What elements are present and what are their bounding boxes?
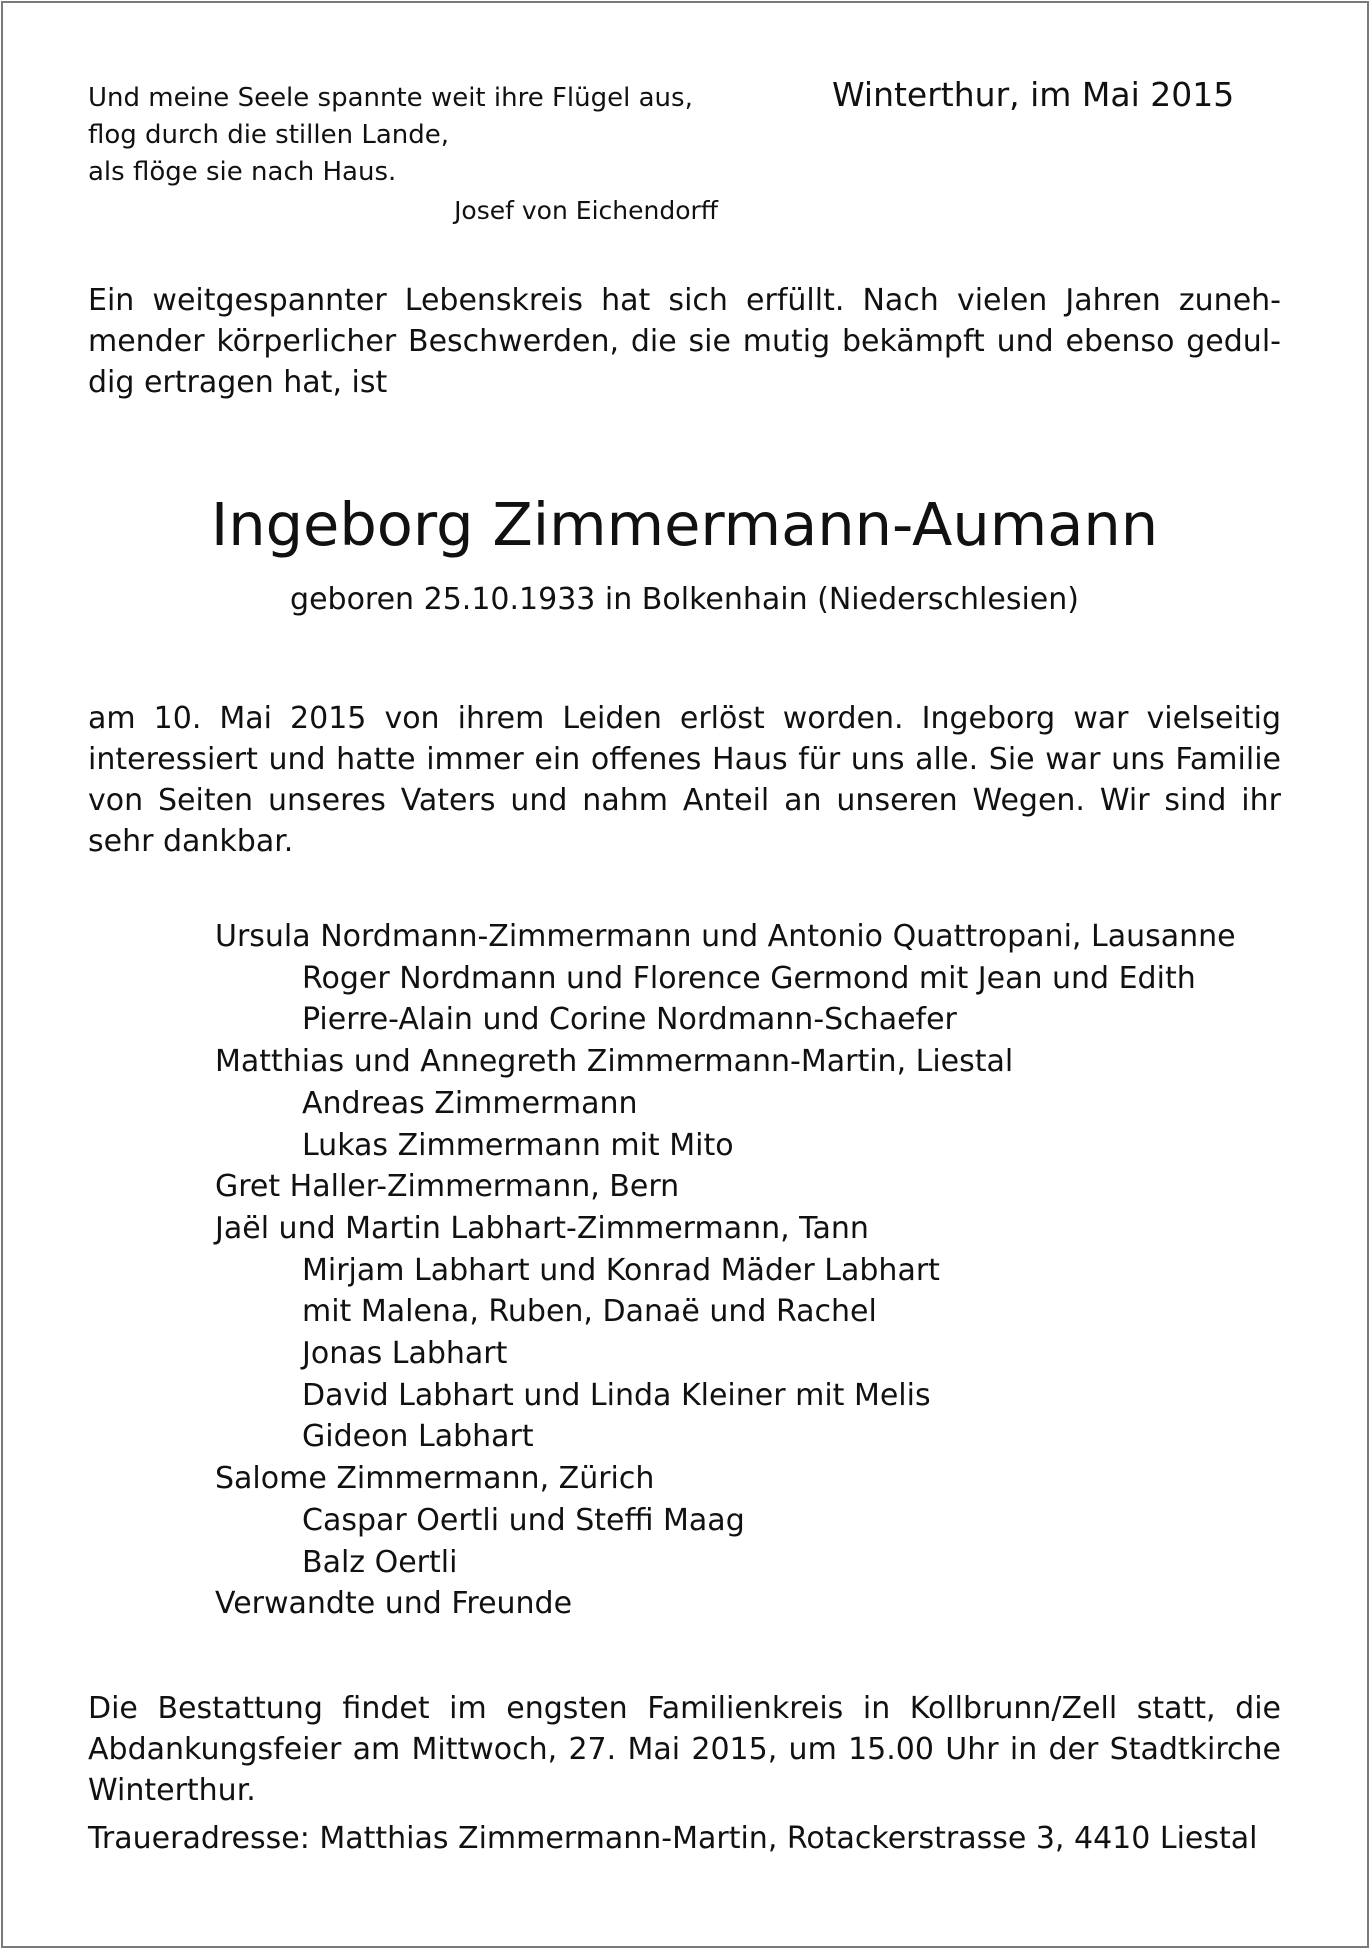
mourner-entry: Balz Oertli	[302, 1544, 458, 1580]
mourner-entry: Caspar Oertli und Steffi Maag	[302, 1502, 745, 1538]
mourner-entry: Salome Zimmermann, Zürich	[215, 1461, 655, 1497]
mourner-entry: Verwandte und Freunde	[215, 1586, 573, 1622]
poem-author: Josef von Eichendorff	[454, 196, 718, 225]
mourner-entry: Matthias und Annegreth Zimmermann-Martin, Liestal	[215, 1044, 1014, 1080]
mourner-entry: Mirjam Labhart und Konrad Mäder Labhart	[302, 1252, 940, 1288]
mourner-entry: Jonas Labhart	[302, 1336, 508, 1372]
mourning-address: Traueradresse: Matthias Zimmermann-Martin, Rotackerstrasse 3, 4410 Liestal	[88, 1821, 1258, 1856]
poem-line: flog durch die stillen Lande,	[88, 120, 449, 150]
poem-line: Und meine Seele spannte weit ihre Flügel aus,	[88, 83, 693, 113]
deceased-name: Ingeborg Zimmermann-Aumann	[210, 490, 1159, 559]
place-date: Winterthur, im Mai 2015	[832, 75, 1235, 114]
mourner-entry: David Labhart und Linda Kleiner mit Melis	[302, 1377, 931, 1413]
mourner-entry: Ursula Nordmann-Zimmermann und Antonio Quattropani, Lausanne	[215, 919, 1236, 954]
notice-paragraph: am 10. Mai 2015 von ihrem Leiden erlöst worden. Ingeborg war vielseitig interessiert und hatte immer ein offenes Haus für uns alle. Sie war uns Familie von Seiten unseres Vaters und nahm Anteil an unseren Wegen. Wir sind ihr sehr dankbar.	[88, 701, 1281, 859]
birth-info: geboren 25.10.1933 in Bolkenhain (Niederschlesien)	[290, 582, 1079, 617]
poem-line: als flöge sie nach Haus.	[88, 157, 397, 187]
mourner-entry: mit Malena, Ruben, Danaë und Rachel	[302, 1294, 877, 1330]
mourner-entry: Gret Haller-Zimmermann, Bern	[215, 1169, 680, 1205]
funeral-paragraph: Die Bestattung findet im engsten Familienkreis in Kollbrunn/Zell statt, die Abdankungsfeier am Mittwoch, 27. Mai 2015, um 15.00 Uhr in der Stadtkirche Winterthur.	[88, 1691, 1281, 1808]
mourner-entry: Pierre-Alain und Corine Nordmann-Schaefer	[302, 1002, 957, 1038]
mourner-entry: Lukas Zimmermann mit Mito	[302, 1127, 734, 1163]
mourners-list	[215, 916, 1290, 1625]
mourner-entry: Roger Nordmann und Florence Germond mit Jean und Edith	[302, 960, 1196, 996]
intro-paragraph: Ein weitgespannter Lebenskreis hat sich erfüllt. Nach vielen Jahren zunehmender körperlicher Beschwerden, die sie mutig bekämpft und ebenso geduldig ertragen hat, ist	[88, 283, 1281, 400]
mourner-entry: Gideon Labhart	[302, 1419, 534, 1455]
mourner-entry: Jaël und Martin Labhart-Zimmermann, Tann	[215, 1210, 869, 1246]
mourner-entry: Andreas Zimmermann	[302, 1085, 638, 1121]
poem-quote	[88, 80, 738, 229]
